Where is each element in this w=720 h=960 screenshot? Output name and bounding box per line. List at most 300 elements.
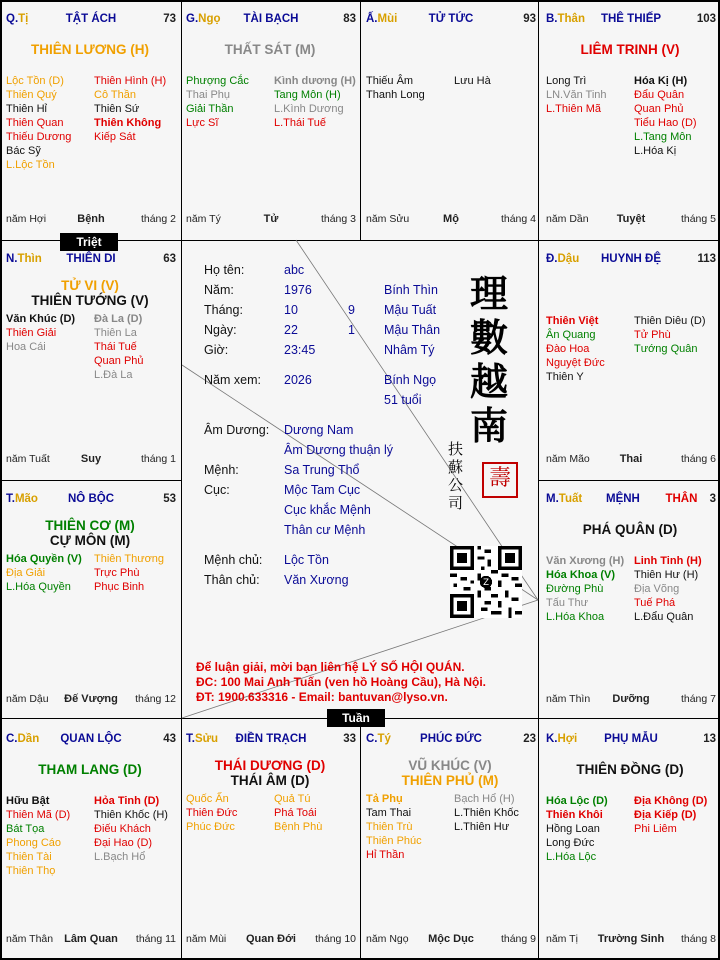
star-list-left [546,74,607,116]
minor-star: Phục Binh [94,581,145,593]
minor-star: Phi Liêm [634,823,677,835]
minor-star: Bác Sỹ [6,145,41,157]
palace-number: 43 [163,733,176,745]
minor-star: Thiên Việt [546,315,599,327]
thanchu-value: Văn Xương [284,573,349,587]
main-star: LIÊM TRINH (V) [580,42,680,57]
branch: Thìn [17,253,42,265]
minor-star: Đường Phù [546,583,604,595]
contact-line-3: ĐT: 1900.633316 - Email: bantuvan@lyso.vn. [196,690,448,704]
palace-year: năm Ngọ [366,933,409,945]
main-star: THÁI ÂM (D) [230,773,310,788]
life-stage: Mộ [443,213,459,225]
star-list-right [94,794,168,864]
palace-number: 63 [163,253,176,265]
minor-star: Giải Thần [186,103,234,115]
life-stage: Đế Vượng [64,693,118,705]
palace-name [606,493,716,505]
view-canchi: Bính Ngọ [384,373,437,387]
main-star: THIÊN PHỦ (M) [401,773,499,788]
star-list-right [274,792,322,834]
can: T. [6,493,15,505]
palace-footer [186,213,356,227]
minor-star: L.Hóa Quyền [6,581,71,593]
palace-month: tháng 7 [680,693,716,705]
red-seal: 壽 [482,462,518,498]
palace-header [6,493,176,507]
palace-label: THIÊN DI [66,253,116,265]
minor-star: Địa Không (D) [634,795,708,807]
minor-star: Hữu Bật [6,795,50,807]
palace-label: ĐIỀN TRẠCH [235,733,307,745]
can: Ấ. [366,13,378,25]
palace-header [186,13,356,27]
hour-canchi: Nhâm Tý [384,343,435,357]
contact-line-2: ĐC: 100 Mai Anh Tuấn (ven hồ Hoàng Cầu), Hà Nội. [196,675,487,689]
minor-star: Văn Khúc (D) [6,313,76,325]
minor-star: Tang Môn (H) [274,89,341,101]
center-info-panel [182,240,538,718]
minor-star: Long Trì [546,75,587,87]
palace-number: 3 [709,493,716,505]
menh-value: Sa Trung Thổ [284,463,360,477]
palace-name [6,493,176,505]
palace-label: MỆNH [606,493,640,505]
main-star: THIÊN CƠ (M) [45,518,135,533]
day-canchi: Mậu Thân [384,323,441,337]
year-canchi: Bính Thìn [384,283,438,297]
palace-header [366,13,536,27]
minor-star: Thiên Thương [94,553,165,565]
info-values [284,260,315,390]
palace-header [186,733,356,747]
palace-number: 53 [163,493,176,505]
star-list-right [634,314,706,356]
day-lunar: 1 [348,323,355,337]
minor-star: Phượng Cắc [186,75,249,87]
minor-star: Lưu Hà [454,75,491,87]
minor-star: Thiên Quý [6,89,57,101]
palace-footer [546,933,716,947]
qr-code [450,546,522,618]
palace-month: tháng 9 [500,933,536,945]
cell-ty [360,720,540,960]
palace-header [546,733,716,747]
amduong-label: Âm Dương: [204,423,270,437]
palace-number: 103 [696,13,716,25]
minor-star: Tuế Phá [634,597,676,609]
palace-header [546,253,716,267]
contact-line-1: Để luận giải, mời bạn liên hệ LÝ SỐ HỘI QUÁN. [196,660,465,674]
palace-label: HUYNH ĐỆ [600,253,662,265]
minor-star: L.Kình Dương [274,103,344,115]
month-lunar: 9 [348,303,355,317]
minor-star: Thiên Trù [366,821,413,833]
star-list-left [546,794,608,864]
palace-label: PHỤ MẪU [604,733,658,745]
palace-number: 73 [163,13,176,25]
minor-star: Địa Kiếp (D) [634,809,697,821]
palace-year: năm Tị [546,933,578,945]
main-star: THAM LANG (D) [38,762,142,777]
branch: Thân [557,13,585,25]
life-stage: Thai [619,453,643,465]
branch: Dậu [557,253,580,265]
palace-name [6,253,176,265]
minor-star: Địa Giải [6,567,46,579]
minor-star: Thiên Không [94,117,162,129]
palace-header [546,13,716,27]
minor-star: Thiên Thọ [6,865,56,877]
minor-star: Đào Hoa [546,343,590,355]
palace-footer [366,933,536,947]
main-star: PHÁ QUÂN (D) [582,522,678,537]
minor-star: Tam Thai [366,807,412,819]
palace-header [6,733,176,747]
month-label: Tháng: [204,303,243,317]
life-stage: Trường Sinh [597,933,665,945]
minor-star: Tiểu Hao (D) [634,117,697,129]
palace-footer [6,453,176,467]
minor-star: Thiên Sứ [94,103,140,115]
cell-dau [540,240,720,480]
palace-name [6,733,176,745]
minor-star: Thiên Hình (H) [94,75,167,87]
palace-footer [6,933,176,947]
palace-number: 93 [523,13,536,25]
palace-header [6,253,176,267]
view-year-value: 2026 [284,373,312,387]
amduong-note: Âm Dương thuận lý [284,443,393,457]
can: M. [546,493,559,505]
minor-star: Thiên Hỉ [6,103,47,115]
minor-star: Bát Tọa [6,823,45,835]
star-list-left [186,74,249,130]
minor-star: L.Hóa Khoa [546,611,605,623]
minor-star: Tả Phụ [366,793,403,805]
minor-star: Quan Phủ [634,103,684,115]
life-stage: Suy [80,453,102,465]
cell-thin [0,240,180,480]
star-list-left [6,312,75,354]
palace-footer [6,693,176,707]
minor-star: Quan Phủ [94,355,144,367]
minor-star: Hóa Lộc (D) [546,795,608,807]
company-subtitle: 扶蘇公司 [448,440,464,512]
cuc-label: Cục: [204,483,230,497]
minor-star: Cô Thần [94,89,136,101]
palace-footer [366,213,536,227]
life-stage: Bệnh [77,213,105,225]
can: G. [186,13,199,25]
minor-star: Tướng Quân [634,343,698,355]
palace-number: 113 [697,253,716,265]
minor-star: Đại Hao (D) [94,837,153,849]
palace-year: năm Mão [546,453,590,465]
star-list-left [546,554,624,624]
minor-star: L.Tang Môn [634,131,692,143]
minor-star: Tử Phù [634,329,671,341]
star-list-right [94,552,164,594]
main-star: THẤT SÁT (M) [224,42,316,57]
minor-star: Hỉ Thần [366,849,405,861]
minor-star: Quốc Ấn [186,793,229,805]
minor-star: Kiếp Sát [94,131,136,143]
palace-name [546,13,716,25]
can: C. [6,733,18,745]
main-star: VŨ KHÚC (V) [408,758,492,773]
palace-month: tháng 2 [140,213,176,225]
minor-star: Lộc Tồn (D) [6,75,64,87]
svg-text:Z: Z [483,578,489,589]
palace-year: năm Dậu [6,693,49,705]
year-label: Năm: [204,283,234,297]
destiny-labels [204,420,269,590]
branch: Dần [17,733,40,745]
palace-month: tháng 5 [680,213,716,225]
main-star: THIÊN TƯỚNG (V) [31,293,149,308]
main-star: THIÊN LƯƠNG (H) [31,42,149,57]
cell-mao [0,480,180,720]
palace-header [546,493,716,507]
can-chi [546,493,582,505]
cell-ti [0,0,180,240]
info-labels [204,260,261,390]
palace-label: QUAN LỘC [60,733,122,745]
can: N. [6,253,18,265]
minor-star: Hồng Loan [546,823,600,835]
cuc-value: Mộc Tam Cục [284,483,361,497]
branch: Sửu [194,733,218,745]
minor-star: Thanh Long [366,89,425,101]
than-note: Thân cư Mệnh [284,523,366,537]
cell-ngo [180,0,360,240]
minor-star: L.Đẩu Quân [634,611,694,623]
minor-star: Thiên Diêu (D) [634,315,706,327]
hour-label: Giờ: [204,343,229,357]
palace-year: năm Mùi [186,933,227,945]
star-list-right [454,74,491,88]
palace-label: PHÚC ĐỨC [420,733,482,745]
branch: Ngọ [198,13,221,25]
minor-star: Ân Quang [546,329,596,341]
minor-star: Thái Tuế [94,341,137,353]
branch: Tị [18,13,29,25]
view-year-label: Năm xem: [204,373,261,387]
minor-star: L.Bạch Hổ [94,851,146,863]
month-canchi: Mậu Tuất [384,303,437,317]
palace-footer [6,213,176,227]
cuc-note: Cục khắc Mệnh [284,503,371,517]
cell-dan [0,720,180,960]
minor-star: Nguyệt Đức [546,357,605,369]
branch: Hợi [557,733,578,745]
palace-year: năm Dần [546,213,589,225]
palace-label: TÀI BẠCH [243,13,299,25]
tuan-tag: Tuần [327,709,385,727]
minor-star: L.Lộc Tồn [6,159,55,171]
palace-header [366,733,536,747]
main-star: CỰ MÔN (M) [49,533,131,548]
minor-star: Điếu Khách [94,823,151,835]
calligraphy-char: 越 [470,359,509,404]
palace-number: 13 [703,733,716,745]
day-value: 22 [284,323,298,337]
palace-month: tháng 12 [135,693,176,705]
minor-star: Quả Tú [274,793,311,805]
palace-number: 23 [523,733,536,745]
branch: Tuất [558,493,583,505]
palace-number: 83 [343,13,356,25]
life-stage: Dưỡng [612,693,650,705]
minor-star: Hoa Cái [6,341,46,353]
menhchu-value: Lộc Tồn [284,553,329,567]
palace-month: tháng 4 [500,213,536,225]
calligraphy-char: 理 [470,271,509,316]
star-list-right [634,794,707,836]
day-label: Ngày: [204,323,237,337]
minor-star: Trực Phù [94,567,140,579]
palace-name [6,13,176,25]
palace-year: năm Tuất [6,453,50,465]
palace-month: tháng 1 [140,453,176,465]
star-list-right [634,74,697,158]
minor-star: Thiên Giải [6,327,57,339]
minor-star: Thiếu Dương [6,131,72,143]
palace-label: TỬ TỨC [428,13,474,25]
minor-star: Thiên Khôi [546,809,603,821]
palace-year: năm Thìn [546,693,591,705]
cell-than [540,0,720,240]
star-list-right [94,74,166,144]
branch: Mùi [377,13,398,25]
palace-year: năm Tý [186,213,221,225]
palace-label: TẬT ÁCH [65,13,117,25]
minor-star: LN.Văn Tinh [546,89,607,101]
name-value: abc [284,263,305,277]
minor-star: Linh Tinh (H) [634,555,702,567]
minor-star: Phá Toái [274,807,317,819]
palace-name [186,733,356,745]
thanchu-label: Thân chủ: [204,573,260,587]
star-list-left [6,552,82,594]
palace-name [366,13,536,25]
amduong-value: Dương Nam [284,423,354,437]
name-label: Họ tên: [204,263,245,277]
can: C. [366,733,378,745]
minor-star: L.Thiên Hư [454,821,510,833]
life-stage: Quan Đới [246,933,296,945]
minor-star: Hóa Quyền (V) [6,553,82,565]
destiny-values [284,420,393,590]
palace-year: năm Sửu [366,213,410,225]
triet-tag: Triệt [60,233,118,251]
minor-star: Thai Phụ [186,89,231,101]
minor-star: Đẩu Quân [634,89,685,101]
minor-star: Thiên Hư (H) [634,569,699,581]
star-list-left [186,792,237,834]
palace-month: tháng 3 [320,213,356,225]
cell-mui [360,0,540,240]
palace-name [186,13,356,25]
calligraphy-logo [470,272,508,448]
age: 51 tuổi [384,393,422,407]
minor-star: Hỏa Tinh (D) [94,795,160,807]
life-stage: Tử [263,213,279,225]
palace-label: THÊ THIẾP [600,13,662,25]
minor-star: Bạch Hổ (H) [454,793,515,805]
life-stage: Tuyệt [616,213,646,225]
minor-star: L.Thiên Khốc [454,807,519,819]
palace-name [546,253,716,265]
minor-star: Địa Võng [634,583,680,595]
palace-month: tháng 8 [680,933,716,945]
minor-star: L.Thiên Mã [546,103,602,115]
year-value: 1976 [284,283,312,297]
can: Đ. [546,253,558,265]
palace-month: tháng 6 [680,453,716,465]
cell-tuat [540,480,720,720]
minor-star: L.Đà La [94,369,133,381]
branch: Tý [377,733,391,745]
can: Q. [6,13,19,25]
star-list-left [6,74,71,172]
palace-name [366,733,536,745]
star-list-right [274,74,356,130]
calligraphy-char: 南 [470,403,509,448]
palace-year: năm Hợi [6,213,47,225]
minor-star: Kình dương (H) [274,75,356,87]
minor-star: Thiếu Âm [366,75,414,87]
minor-star: Thiên Y [546,371,584,383]
star-list-right [634,554,702,624]
minor-star: Tấu Thư [546,597,589,609]
palace-year: năm Thân [6,933,54,945]
palace-footer [186,933,356,947]
main-star: TỬ VI (V) [61,278,119,293]
than-marker: THÂN [665,493,698,505]
minor-star: Thiên Tài [6,851,52,863]
star-list-left [366,74,425,102]
minor-star: L.Hóa Lộc [546,851,597,863]
minor-star: Đà La (D) [94,313,143,325]
palace-number: 33 [343,733,356,745]
cell-suu [180,720,360,960]
palace-footer [546,453,716,467]
star-list-left [366,792,422,862]
minor-star: Bệnh Phù [274,821,323,833]
minor-star: Lực Sĩ [186,117,219,129]
minor-star: L.Hóa Kị [634,145,677,157]
minor-star: Phúc Đức [186,821,235,833]
palace-footer [546,213,716,227]
palace-header [6,13,176,27]
palace-label: NÔ BỘC [68,493,114,505]
star-list-right [94,312,144,382]
life-stage: Lâm Quan [64,933,118,945]
minor-star: Thiên Mã (D) [6,809,71,821]
minor-star: Thiên Đức [186,807,238,819]
minor-star: L.Thái Tuế [274,117,326,129]
main-star: THIÊN ĐỒNG (D) [576,762,684,777]
palace-month: tháng 11 [135,933,176,945]
star-list-left [6,794,70,878]
minor-star: Hóa Kị (H) [634,75,688,87]
life-stage: Mộc Dục [428,933,474,945]
contact-block [196,660,486,705]
lunar-values [348,300,355,340]
minor-star: Thiên La [94,327,137,339]
